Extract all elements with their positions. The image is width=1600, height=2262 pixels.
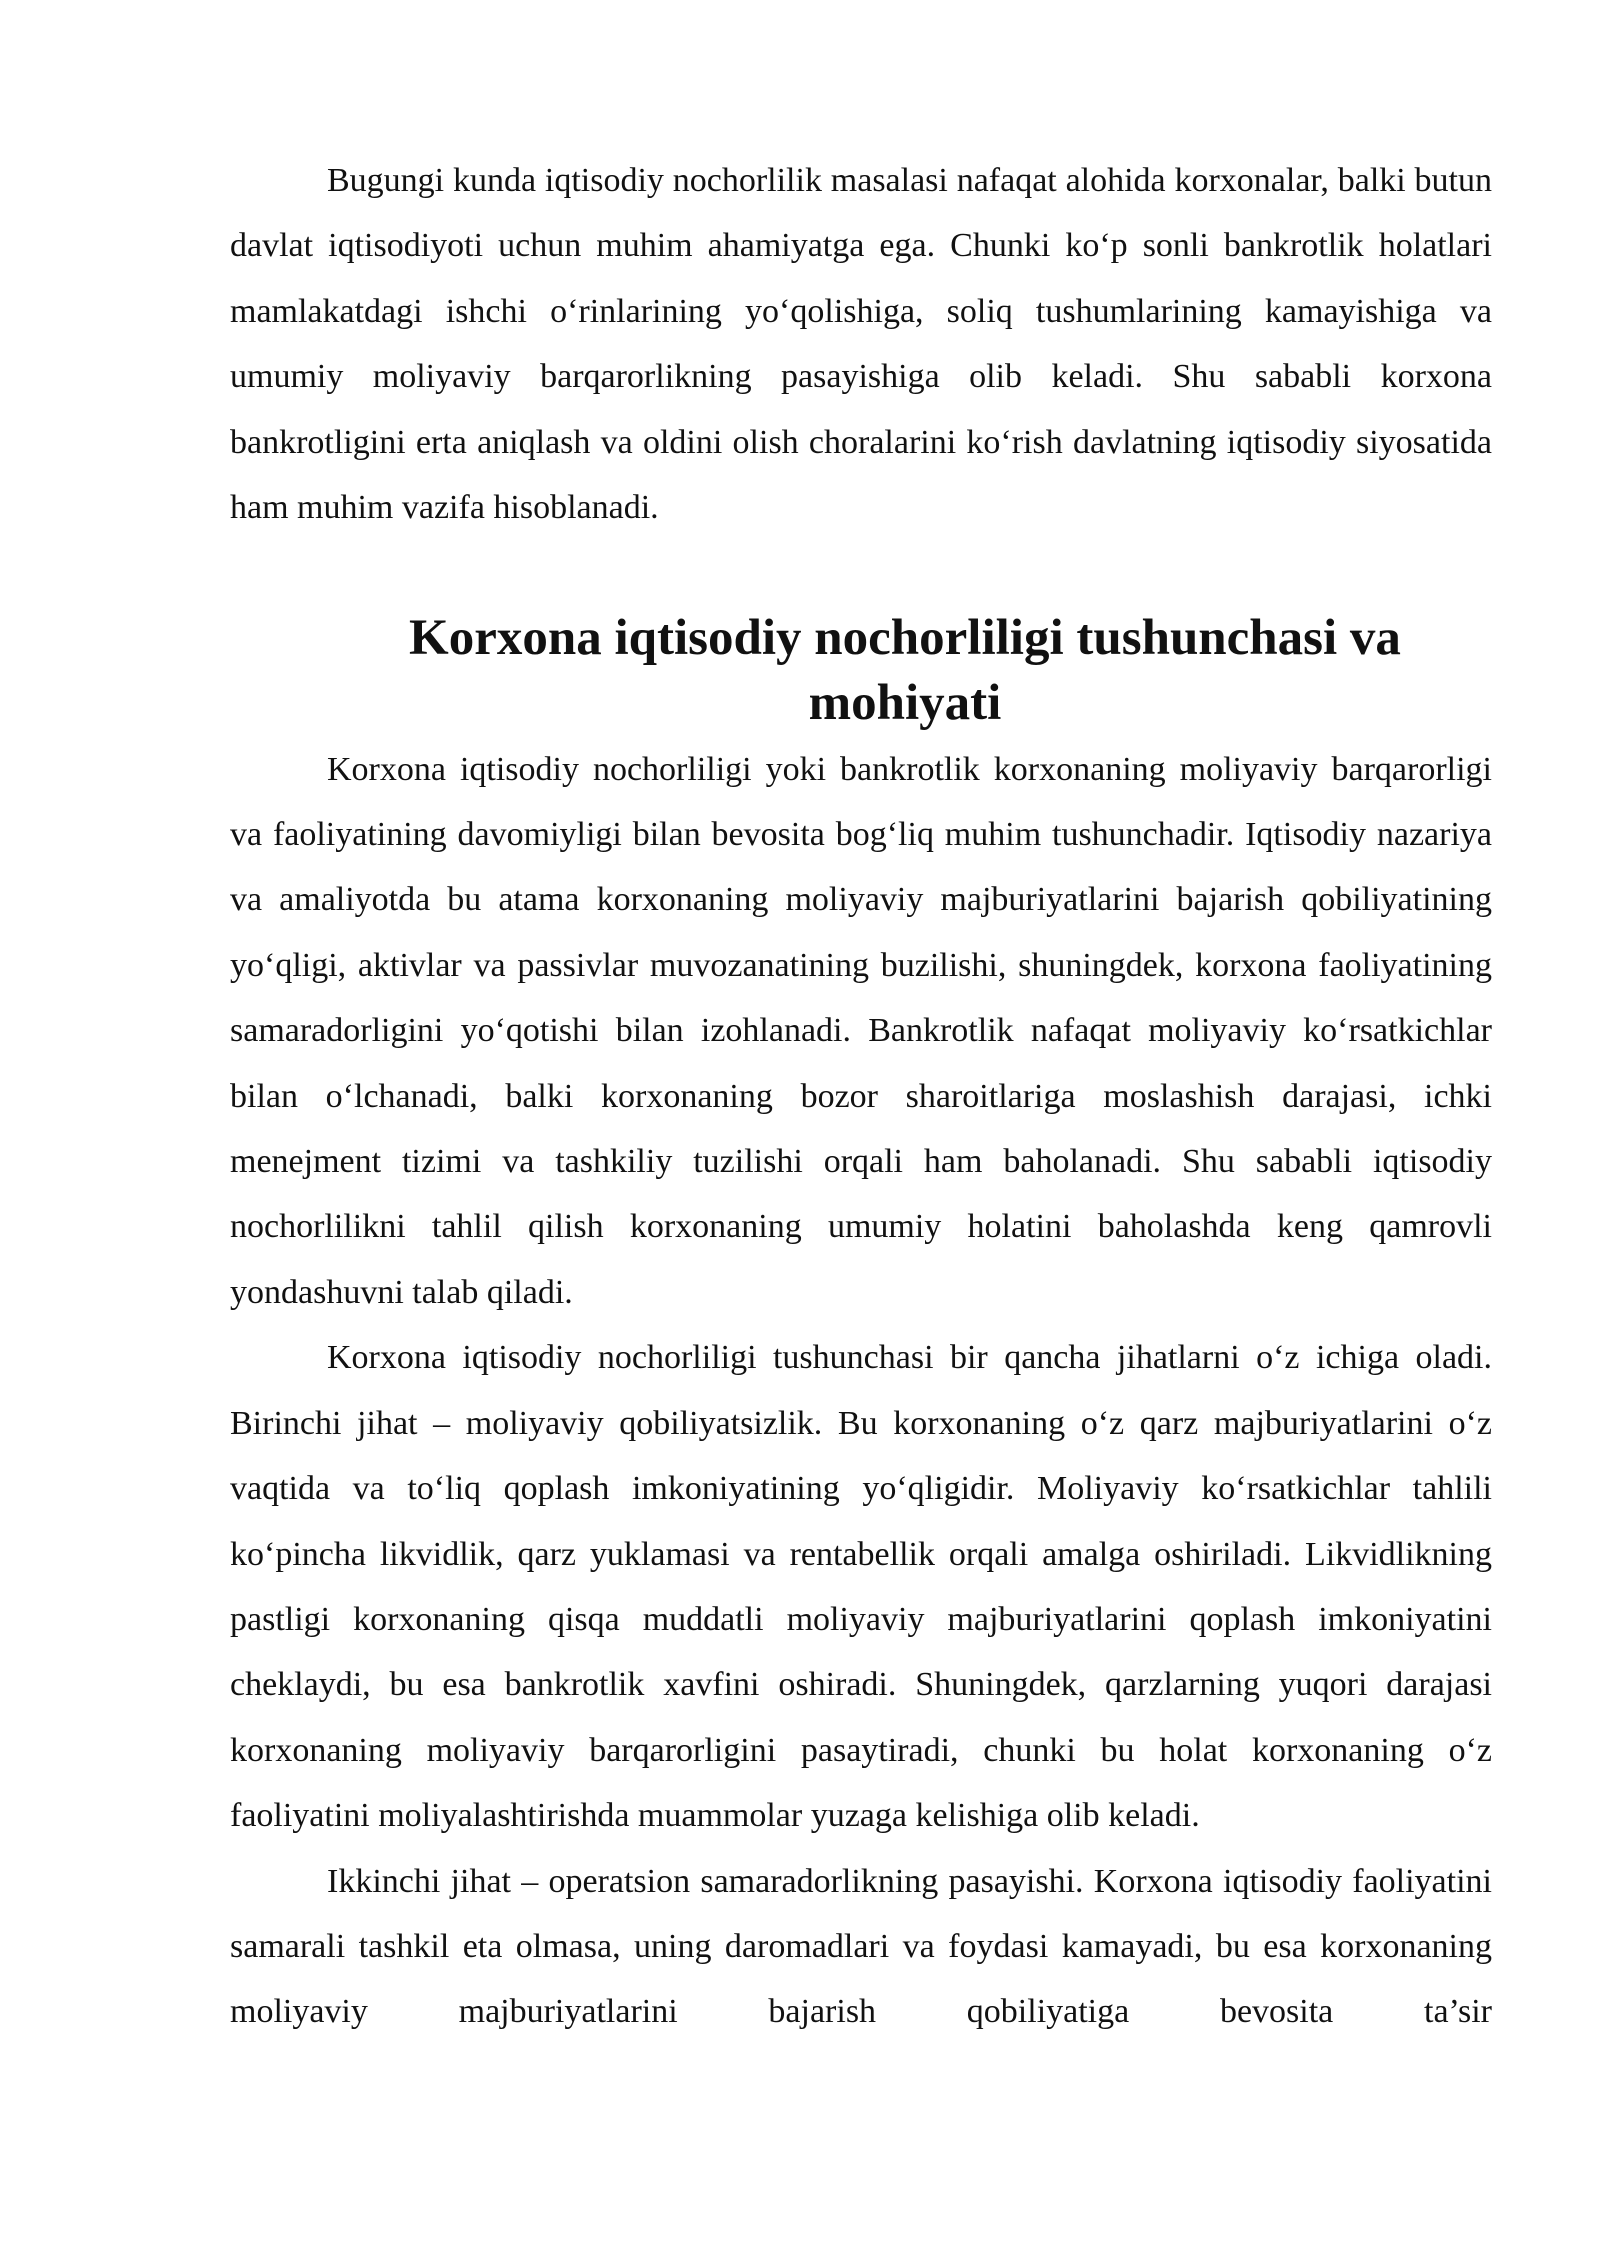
body-paragraph-3: Ikkinchi jihat – operatsion samaradorlikning pasayishi. Korxona iqtisodiy faoliyatini samarali tashkil eta olmasa, uning daromadlari va foydasi kamayadi, bu esa korxonaning moliyaviy majburiyatlarini bajarish qobiliyatiga bevosita ta’sir [230, 1862, 1492, 2031]
intro-paragraph: Bugungi kunda iqtisodiy nochorlilik masalasi nafaqat alohida korxonalar, balki butun davlat iqtisodiyoti uchun muhim ahamiyatga ega. Chunki ko‘p sonli bankrotlik holatlari mamlakatdagi ishchi o‘rinlarining yo‘qolishiga, soliq tushumlarining kamayishiga va umumiy moliyaviy barqarorlikning pasayishiga olib keladi. Shu sababli korxona bankrotligini erta aniqlash va oldini olish choralarini ko‘rish davlatning iqtisodiy siyosatida ham muhim vazifa hisoblanadi. [230, 162, 1492, 527]
body-paragraph-2: Korxona iqtisodiy nochorliligi tushunchasi bir qancha jihatlarni o‘z ichiga oladi. Birinchi jihat – moliyaviy qobiliyatsizlik. Bu korxonaning o‘z qarz majburiyatlarini o‘z vaqtida va to‘liq qoplash imkoniyatining yo‘qligidir. Moliyaviy ko‘rsatkichlar tahlili ko‘pincha likvidlik, qarz yuklamasi va rentabellik orqali amalga oshiriladi. Likvidlikning pastligi korxonaning qisqa muddatli moliyaviy majburiyatlarini qoplash imkoniyatini cheklaydi, bu esa bankrotlik xavfini oshiradi. Shuningdek, qarzlarning yuqori darajasi korxonaning moliyaviy barqarorligini pasaytiradi, chunki bu holat korxonaning o‘z faoliyatini moliyalashtirishda muammolar yuzaga kelishiga olib keladi. [230, 1339, 1492, 1835]
document-page [230, 148, 1492, 2045]
section-spacer [230, 540, 1492, 605]
body-paragraph-1: Korxona iqtisodiy nochorliligi yoki bankrotlik korxonaning moliyaviy barqarorligi va faoliyatining davomiyligi bilan bevosita bog‘liq muhim tushunchadir. Iqtisodiy nazariya va amaliyotda bu atama korxonaning moliyaviy majburiyatlarini bajarish qobiliyatining yo‘qligi, aktivlar va passivlar muvozanatining buzilishi, shuningdek, korxona faoliyatining samaradorligini yo‘qotishi bilan izohlanadi. Bankrotlik nafaqat moliyaviy ko‘rsatkichlar bilan o‘lchanadi, balki korxonaning bozor sharoitlariga moslashish darajasi, ichki menejment tizimi va tashkiliy tuzilishi orqali ham baholanadi. Shu sababli iqtisodiy nochorlilikni tahlil qilish korxonaning umumiy holatini baholashda keng qamrovli yondashuvni talab qiladi. [230, 750, 1492, 1311]
section-heading: Korxona iqtisodiy nochorliligi tushunchasi va mohiyati [409, 609, 1401, 732]
